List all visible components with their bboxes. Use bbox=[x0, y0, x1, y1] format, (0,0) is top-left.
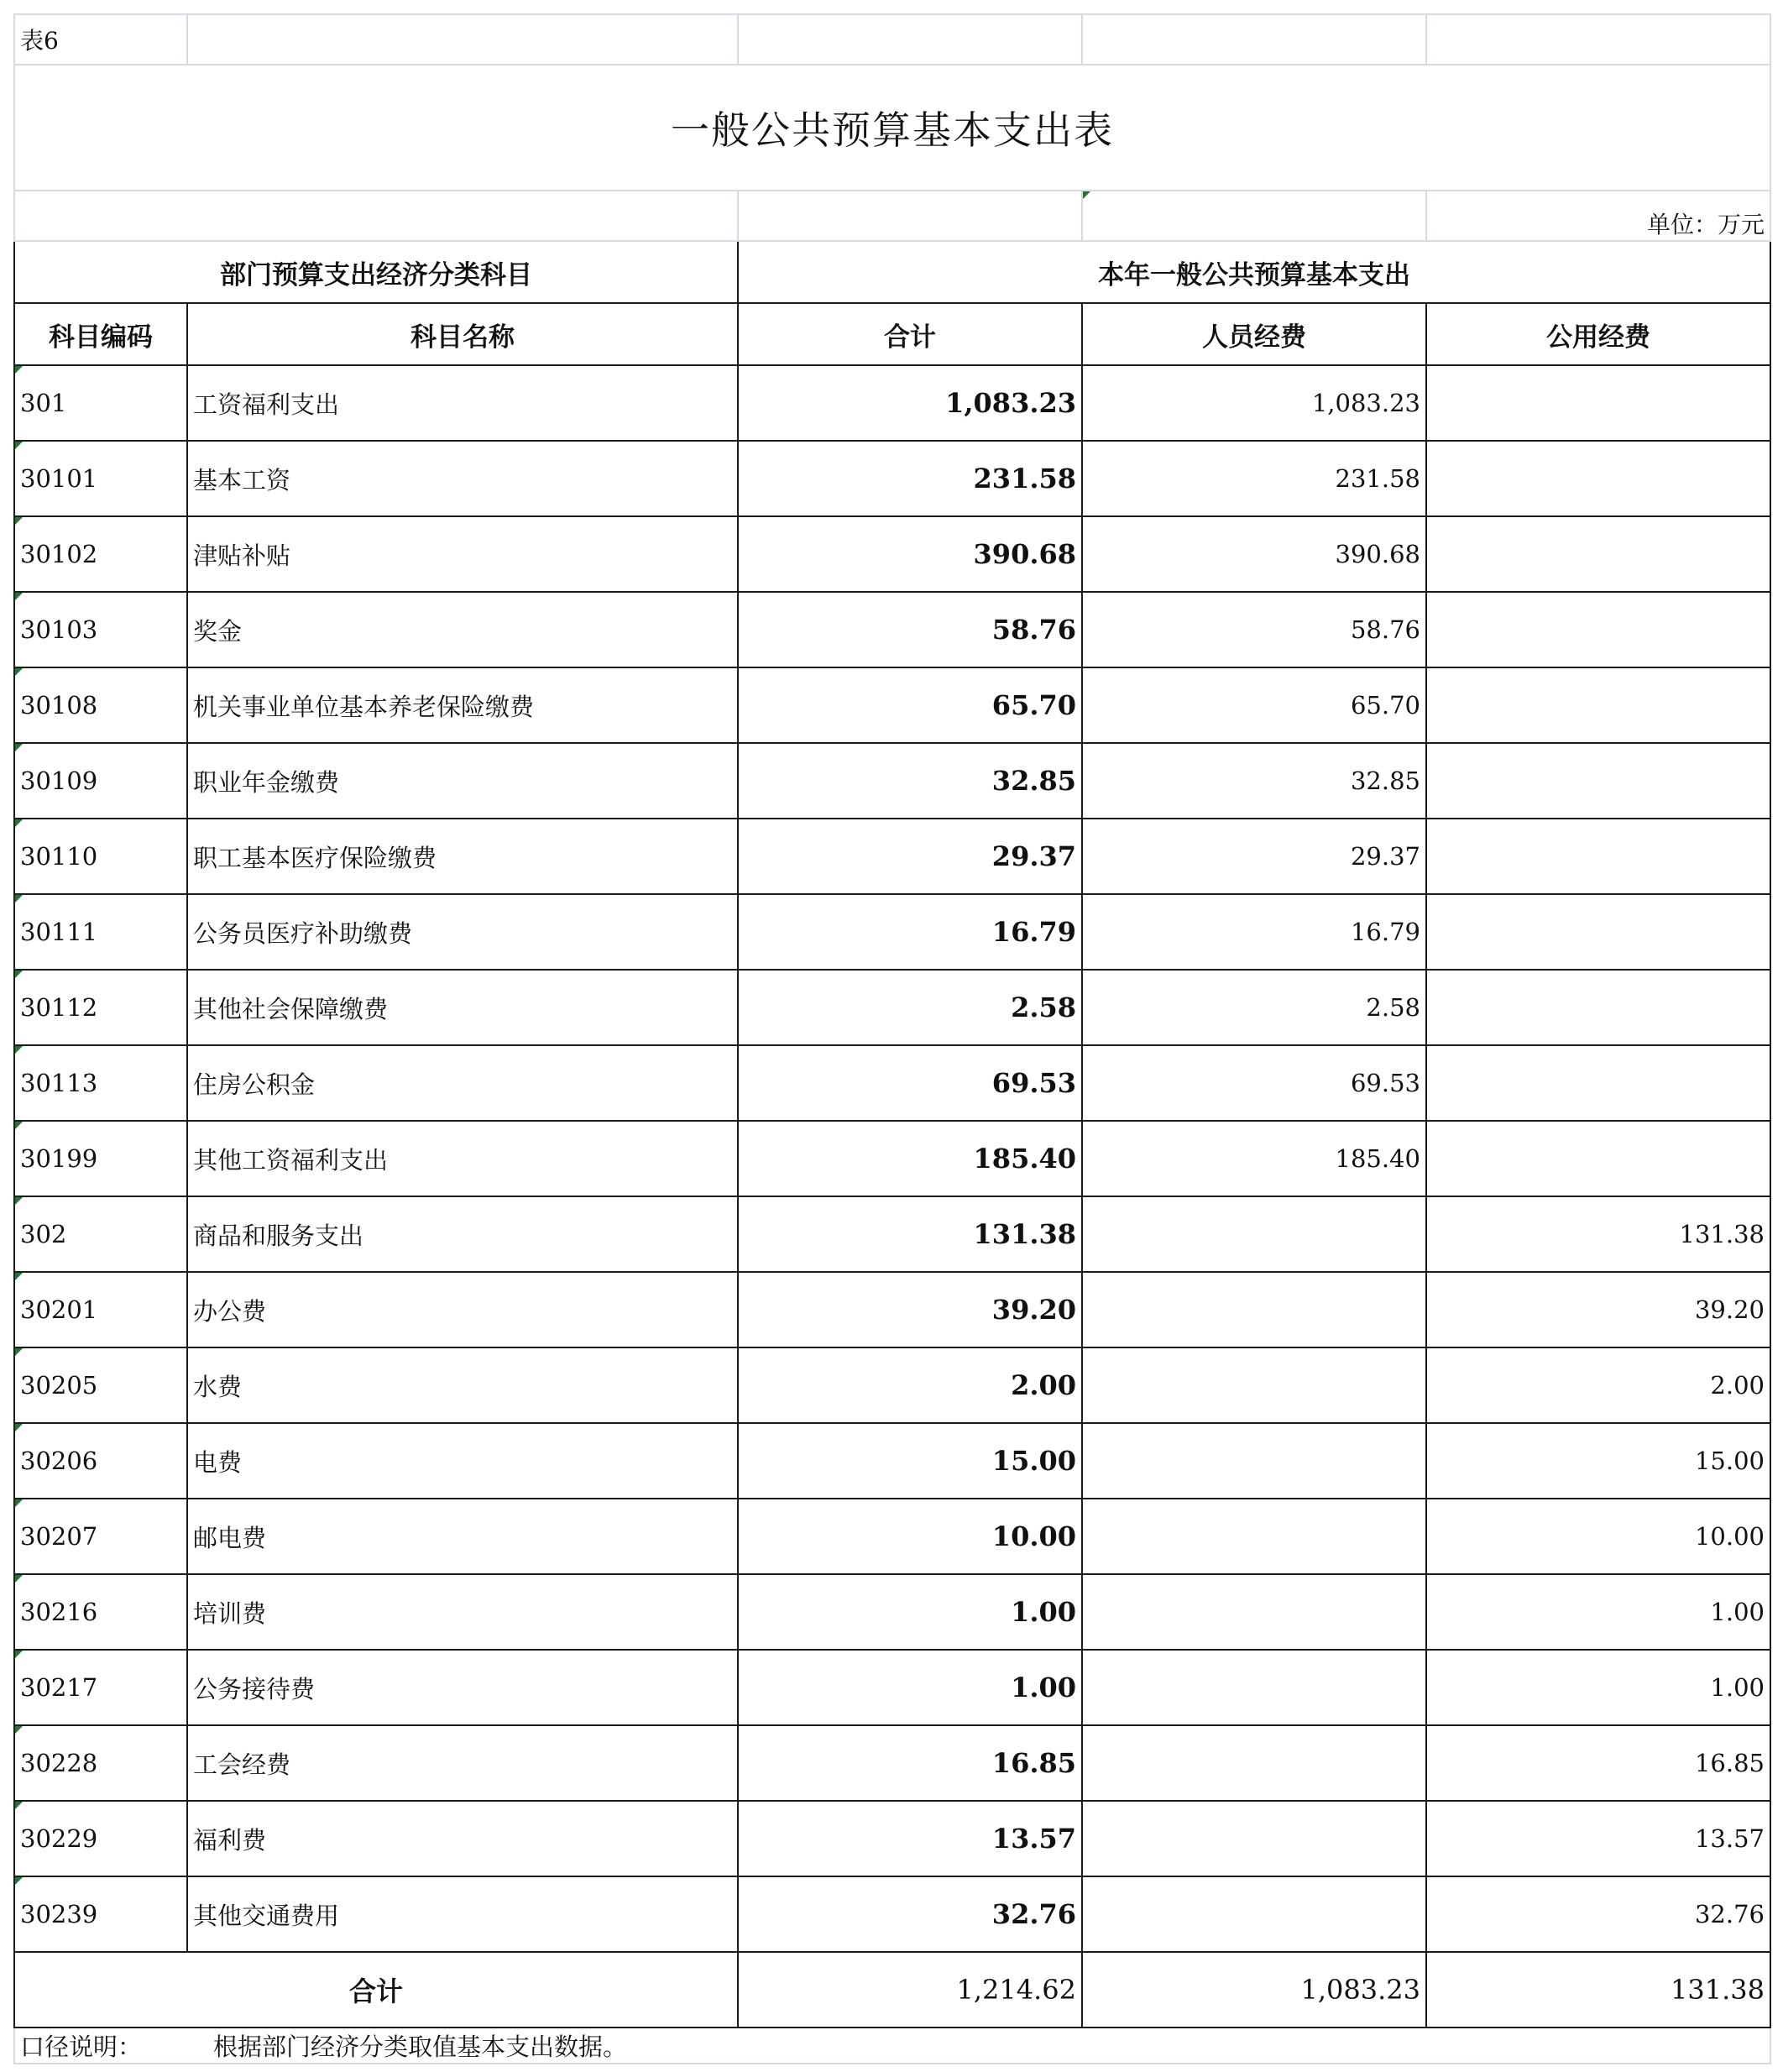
row-public: 39.20 bbox=[1426, 1272, 1770, 1347]
table-row bbox=[14, 516, 1770, 592]
table-row bbox=[14, 819, 1770, 894]
row-total: 69.53 bbox=[738, 1045, 1082, 1121]
row-personnel: 32.85 bbox=[1082, 743, 1426, 819]
grand-total-personnel: 1,083.23 bbox=[1082, 1952, 1426, 2028]
row-personnel bbox=[1082, 1801, 1426, 1876]
row-name: 水费 bbox=[187, 1347, 738, 1423]
row-public bbox=[1426, 592, 1770, 667]
row-name: 公务接待费 bbox=[187, 1650, 738, 1725]
table-row bbox=[14, 1725, 1770, 1801]
row-personnel bbox=[1082, 1272, 1426, 1347]
table-row bbox=[14, 743, 1770, 819]
row-personnel: 1,083.23 bbox=[1082, 365, 1426, 441]
table-row bbox=[14, 1650, 1770, 1725]
row-personnel: 69.53 bbox=[1082, 1045, 1426, 1121]
row-code: 30111 bbox=[14, 894, 187, 970]
row-public: 13.57 bbox=[1426, 1801, 1770, 1876]
row-total: 1.00 bbox=[738, 1650, 1082, 1725]
title-row bbox=[14, 65, 1770, 191]
row-code: 302 bbox=[14, 1196, 187, 1272]
row-personnel bbox=[1082, 1876, 1426, 1952]
row-public bbox=[1426, 1045, 1770, 1121]
row-name: 培训费 bbox=[187, 1574, 738, 1650]
group-header-left: 部门预算支出经济分类科目 bbox=[14, 241, 738, 303]
table-row bbox=[14, 1499, 1770, 1574]
row-personnel: 231.58 bbox=[1082, 441, 1426, 516]
row-code: 30216 bbox=[14, 1574, 187, 1650]
column-header-row bbox=[14, 303, 1770, 365]
table-row bbox=[14, 1423, 1770, 1499]
table-row bbox=[14, 667, 1770, 743]
row-total: 1.00 bbox=[738, 1574, 1082, 1650]
row-personnel: 29.37 bbox=[1082, 819, 1426, 894]
row-public bbox=[1426, 1121, 1770, 1196]
row-public bbox=[1426, 441, 1770, 516]
row-code: 301 bbox=[14, 365, 187, 441]
row-public: 131.38 bbox=[1426, 1196, 1770, 1272]
row-name: 商品和服务支出 bbox=[187, 1196, 738, 1272]
row-code: 30217 bbox=[14, 1650, 187, 1725]
row-name: 其他交通费用 bbox=[187, 1876, 738, 1952]
row-total: 16.79 bbox=[738, 894, 1082, 970]
table-label-row bbox=[14, 14, 1770, 65]
page-title: 一般公共预算基本支出表 bbox=[14, 65, 1770, 191]
row-public bbox=[1426, 819, 1770, 894]
column-header-personnel: 人员经费 bbox=[1082, 303, 1426, 365]
row-code: 30205 bbox=[14, 1347, 187, 1423]
row-public: 10.00 bbox=[1426, 1499, 1770, 1574]
row-name: 其他社会保障缴费 bbox=[187, 970, 738, 1045]
grand-total-value: 1,214.62 bbox=[738, 1952, 1082, 2028]
row-name: 职工基本医疗保险缴费 bbox=[187, 819, 738, 894]
row-name: 电费 bbox=[187, 1423, 738, 1499]
row-name: 其他工资福利支出 bbox=[187, 1121, 738, 1196]
table-row bbox=[14, 894, 1770, 970]
row-public: 1.00 bbox=[1426, 1574, 1770, 1650]
row-public: 15.00 bbox=[1426, 1423, 1770, 1499]
row-code: 30207 bbox=[14, 1499, 187, 1574]
row-public: 32.76 bbox=[1426, 1876, 1770, 1952]
row-code: 30108 bbox=[14, 667, 187, 743]
row-code: 30102 bbox=[14, 516, 187, 592]
table-row bbox=[14, 1574, 1770, 1650]
grand-total-label: 合计 bbox=[14, 1952, 738, 2028]
table-row bbox=[14, 1121, 1770, 1196]
budget-expenditure-table bbox=[13, 13, 1771, 2064]
table-row bbox=[14, 1045, 1770, 1121]
row-total: 58.76 bbox=[738, 592, 1082, 667]
row-personnel bbox=[1082, 1725, 1426, 1801]
row-personnel bbox=[1082, 1650, 1426, 1725]
table-row bbox=[14, 1272, 1770, 1347]
row-personnel: 2.58 bbox=[1082, 970, 1426, 1045]
table-row bbox=[14, 1801, 1770, 1876]
row-personnel bbox=[1082, 1347, 1426, 1423]
row-personnel: 390.68 bbox=[1082, 516, 1426, 592]
row-public bbox=[1426, 970, 1770, 1045]
row-name: 津贴补贴 bbox=[187, 516, 738, 592]
row-personnel bbox=[1082, 1423, 1426, 1499]
row-name: 奖金 bbox=[187, 592, 738, 667]
row-personnel: 16.79 bbox=[1082, 894, 1426, 970]
row-personnel bbox=[1082, 1574, 1426, 1650]
row-total: 185.40 bbox=[738, 1121, 1082, 1196]
row-total: 1,083.23 bbox=[738, 365, 1082, 441]
row-public bbox=[1426, 516, 1770, 592]
row-public bbox=[1426, 365, 1770, 441]
unit-row bbox=[14, 191, 1770, 241]
column-header-name: 科目名称 bbox=[187, 303, 738, 365]
unit-label: 单位：万元 bbox=[1426, 191, 1770, 241]
row-public: 2.00 bbox=[1426, 1347, 1770, 1423]
row-public bbox=[1426, 667, 1770, 743]
row-total: 131.38 bbox=[738, 1196, 1082, 1272]
row-total: 10.00 bbox=[738, 1499, 1082, 1574]
row-total: 2.58 bbox=[738, 970, 1082, 1045]
row-personnel: 58.76 bbox=[1082, 592, 1426, 667]
column-header-code: 科目编码 bbox=[14, 303, 187, 365]
table-row bbox=[14, 592, 1770, 667]
row-code: 30110 bbox=[14, 819, 187, 894]
grand-total-row bbox=[14, 1952, 1770, 2028]
row-total: 15.00 bbox=[738, 1423, 1082, 1499]
row-code: 30229 bbox=[14, 1801, 187, 1876]
row-name: 邮电费 bbox=[187, 1499, 738, 1574]
table-row bbox=[14, 365, 1770, 441]
row-personnel: 65.70 bbox=[1082, 667, 1426, 743]
row-name: 工会经费 bbox=[187, 1725, 738, 1801]
caliber-note bbox=[14, 2028, 1770, 2064]
table-row bbox=[14, 1347, 1770, 1423]
row-personnel: 185.40 bbox=[1082, 1121, 1426, 1196]
row-public: 16.85 bbox=[1426, 1725, 1770, 1801]
row-code: 30112 bbox=[14, 970, 187, 1045]
row-total: 390.68 bbox=[738, 516, 1082, 592]
table-row bbox=[14, 1196, 1770, 1272]
row-code: 30201 bbox=[14, 1272, 187, 1347]
row-total: 65.70 bbox=[738, 667, 1082, 743]
row-public bbox=[1426, 743, 1770, 819]
row-total: 29.37 bbox=[738, 819, 1082, 894]
row-code: 30199 bbox=[14, 1121, 187, 1196]
row-code: 30228 bbox=[14, 1725, 187, 1801]
row-code: 30101 bbox=[14, 441, 187, 516]
row-total: 16.85 bbox=[738, 1725, 1082, 1801]
row-personnel bbox=[1082, 1499, 1426, 1574]
table-label: 表6 bbox=[14, 14, 187, 65]
row-name: 机关事业单位基本养老保险缴费 bbox=[187, 667, 738, 743]
grand-total-public: 131.38 bbox=[1426, 1952, 1770, 2028]
row-total: 2.00 bbox=[738, 1347, 1082, 1423]
row-code: 30113 bbox=[14, 1045, 187, 1121]
group-header-right: 本年一般公共预算基本支出 bbox=[738, 241, 1770, 303]
row-total: 32.76 bbox=[738, 1876, 1082, 1952]
row-personnel bbox=[1082, 1196, 1426, 1272]
row-code: 30109 bbox=[14, 743, 187, 819]
note-text: 根据部门经济分类取值基本支出数据。 bbox=[213, 2033, 628, 2061]
table-row bbox=[14, 441, 1770, 516]
note-label: 口径说明： bbox=[20, 2033, 143, 2061]
row-name: 住房公积金 bbox=[187, 1045, 738, 1121]
row-total: 231.58 bbox=[738, 441, 1082, 516]
row-code: 30103 bbox=[14, 592, 187, 667]
group-header-row bbox=[14, 241, 1770, 303]
row-name: 公务员医疗补助缴费 bbox=[187, 894, 738, 970]
column-header-public: 公用经费 bbox=[1426, 303, 1770, 365]
row-total: 13.57 bbox=[738, 1801, 1082, 1876]
row-public bbox=[1426, 894, 1770, 970]
row-name: 基本工资 bbox=[187, 441, 738, 516]
row-name: 福利费 bbox=[187, 1801, 738, 1876]
row-code: 30206 bbox=[14, 1423, 187, 1499]
row-name: 办公费 bbox=[187, 1272, 738, 1347]
note-row bbox=[14, 2028, 1770, 2064]
row-public: 1.00 bbox=[1426, 1650, 1770, 1725]
row-name: 工资福利支出 bbox=[187, 365, 738, 441]
row-total: 32.85 bbox=[738, 743, 1082, 819]
table-row bbox=[14, 1876, 1770, 1952]
row-name: 职业年金缴费 bbox=[187, 743, 738, 819]
row-total: 39.20 bbox=[738, 1272, 1082, 1347]
table-row bbox=[14, 970, 1770, 1045]
column-header-total: 合计 bbox=[738, 303, 1082, 365]
row-code: 30239 bbox=[14, 1876, 187, 1952]
